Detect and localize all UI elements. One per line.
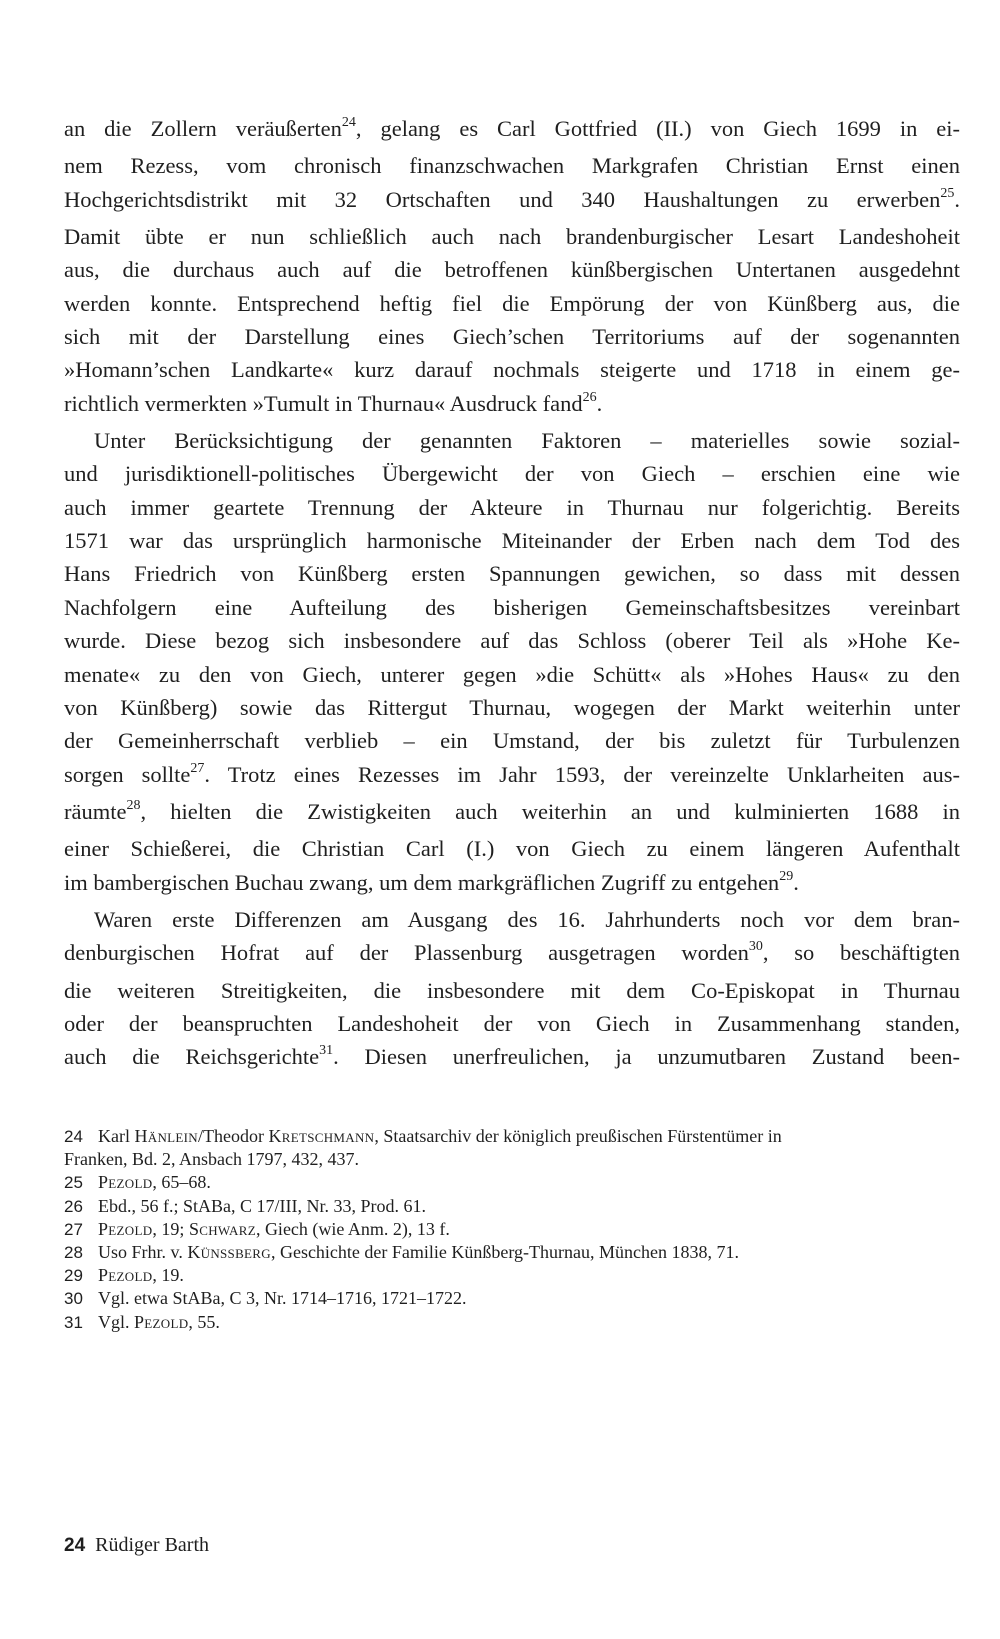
running-footer-author: Rüdiger Barth	[95, 1534, 210, 1556]
footnote-ref-27[interactable]: 27	[190, 760, 205, 776]
footnote-continuation: Franken, Bd. 2, Ansbach 1797, 432, 437.	[64, 1149, 359, 1170]
page-footer	[64, 1532, 209, 1559]
footnote-24: 24 Karl Hänlein/Theodor Kretschmann, Staatsarchiv der königlich preußischen Fürstentümer in Franken, Bd. 2, Ansbach 1797, 432, 437.	[64, 1125, 960, 1171]
footnote-ref-30[interactable]: 30	[748, 939, 763, 955]
footnote-number: 31	[64, 1312, 83, 1332]
text-line: und jurisdiktionell-politisches Übergewicht der von Giech – erschien eine wie	[64, 461, 960, 487]
footnote-28: 28 Uso Frhr. v. Künssberg, Geschichte der Familie Künßberg-Thurnau, München 1838, 71.	[64, 1241, 960, 1264]
footnote-27: 27 Pezold, 19; Schwarz, Giech (wie Anm. 2), 13 f.	[64, 1218, 960, 1241]
footnote-number: 30	[64, 1289, 83, 1309]
text-line: der Gemeinherrschaft verblieb – ein Umstand, der bis zuletzt für Turbulenzen	[64, 728, 960, 754]
footnote-ref-29[interactable]: 29	[779, 868, 794, 884]
text-line: im bambergischen Buchau zwang, um dem markgräflichen Zugriff zu entgehen$^{29}$.	[64, 868, 799, 895]
text-line: die weiteren Streitigkeiten, die insbesondere mit dem Co-Episkopat in Thurnau	[64, 977, 960, 1003]
text-line: auch die Reichsgerichte$^{31}$. Diesen unerfreulichen, ja unzumutbaren Zustand been-	[64, 1043, 960, 1070]
footnote-ref-31[interactable]: 31	[319, 1043, 334, 1059]
text-line: 1571 war das ursprünglich harmonische Miteinander der Erben nach dem Tod des	[64, 528, 960, 554]
text-line: sorgen sollte$^{27}$. Trotz eines Rezesses im Jahr 1593, der vereinzelte Unklarheiten aus-	[64, 760, 960, 787]
text-line: werden konnte. Entsprechend heftig fiel die Empörung der von Künßberg aus, die	[64, 290, 960, 316]
text-line: Waren erste Differenzen am Ausgang des 16. Jahrhunderts noch vor dem bran-	[94, 906, 960, 932]
footnotes	[64, 1125, 960, 1334]
text-line: sich mit der Darstellung eines Giech’schen Territoriums auf der sogenannten	[64, 324, 960, 350]
text-line: Unter Berücksichtigung der genannten Faktoren – materielles sowie sozial-	[94, 428, 960, 454]
text-line: Damit übte er nun schließlich auch nach brandenburgischer Lesart Landeshoheit	[64, 224, 960, 250]
footnote-ref-25[interactable]: 25	[940, 185, 955, 201]
footnote-ref-26[interactable]: 26	[582, 389, 597, 405]
text-line: wurde. Diese bezog sich insbesondere auf das Schloss (oberer Teil als »Hohe Ke-	[64, 628, 960, 654]
text-line: »Homann’schen Landkarte« kurz darauf nochmals steigerte und 1718 in einem ge-	[64, 357, 960, 383]
text-line: oder der beanspruchten Landeshoheit der von Giech in Zusammenhang standen,	[64, 1010, 960, 1036]
footnote-ref-24[interactable]: 24	[341, 115, 356, 130]
footnote-number: 27	[64, 1219, 83, 1239]
body-text	[64, 112, 960, 1078]
paragraph-1	[64, 112, 960, 424]
footnote-30: 30 Vgl. etwa StABa, C 3, Nr. 1714–1716, 1721–1722.	[64, 1287, 960, 1310]
text-line: nem Rezess, vom chronisch finanzschwachen Markgrafen Christian Ernst einen	[64, 153, 960, 179]
text-line: Hans Friedrich von Künßberg ersten Spannungen gewichen, so dass mit dessen	[64, 561, 960, 587]
footnote-number: 24	[64, 1127, 83, 1146]
text-line: menate« zu den von Giech, unterer gegen »die Schütt« als »Hohes Haus« zu den	[64, 661, 960, 687]
footnote-number: 29	[64, 1266, 83, 1286]
footnote-ref-28[interactable]: 28	[126, 797, 141, 813]
page-number: 24	[64, 1535, 86, 1556]
text-line: richtlich vermerkten »Tumult in Thurnau« Ausdruck fand$^{26}$.	[64, 389, 603, 416]
text-line: Nachfolgern eine Aufteilung des bisherigen Gemeinschaftsbesitzes vereinbart	[64, 594, 960, 620]
text-line: an die Zollern veräußerten$^{24}$, gelang es Carl Gottfried (II.) von Giech 1699 in ei-	[64, 115, 960, 141]
footnote-31: 31 Vgl. Pezold, 55.	[64, 1311, 960, 1334]
footnote-number: 25	[64, 1173, 83, 1193]
footnote-25: 25 Pezold, 65–68.	[64, 1171, 960, 1194]
paragraph-2	[64, 424, 960, 903]
paragraph-3	[64, 903, 960, 1078]
text-line: auch immer geartete Trennung der Akteure in Thurnau nur folgerichtig. Bereits	[64, 494, 960, 520]
footnote-number: 26	[64, 1196, 83, 1216]
text-line: denburgischen Hofrat auf der Plassenburg ausgetragen worden$^{30}$, so beschäftigten	[64, 939, 960, 966]
text-line: von Künßberg) sowie das Rittergut Thurnau, wogegen der Markt weiterhin unter	[64, 694, 960, 720]
footnote-26: 26 Ebd., 56 f.; StABa, C 17/III, Nr. 33, Prod. 61.	[64, 1195, 960, 1218]
footnote-29: 29 Pezold, 19.	[64, 1264, 960, 1287]
text-line: einer Schießerei, die Christian Carl (I.) von Giech zu einem längeren Aufenthalt	[64, 836, 960, 862]
text-line: räumte$^{28}$, hielten die Zwistigkeiten auch weiterhin an und kulminierten 1688 in	[64, 797, 960, 824]
footnote-number: 28	[64, 1243, 83, 1263]
text-line: Hochgerichtsdistrikt mit 32 Ortschaften und 340 Haushaltungen zu erwerben$^{25}$.	[64, 185, 960, 212]
text-line: aus, die durchaus auch auf die betroffenen künßbergischen Untertanen ausgedehnt	[64, 257, 960, 283]
